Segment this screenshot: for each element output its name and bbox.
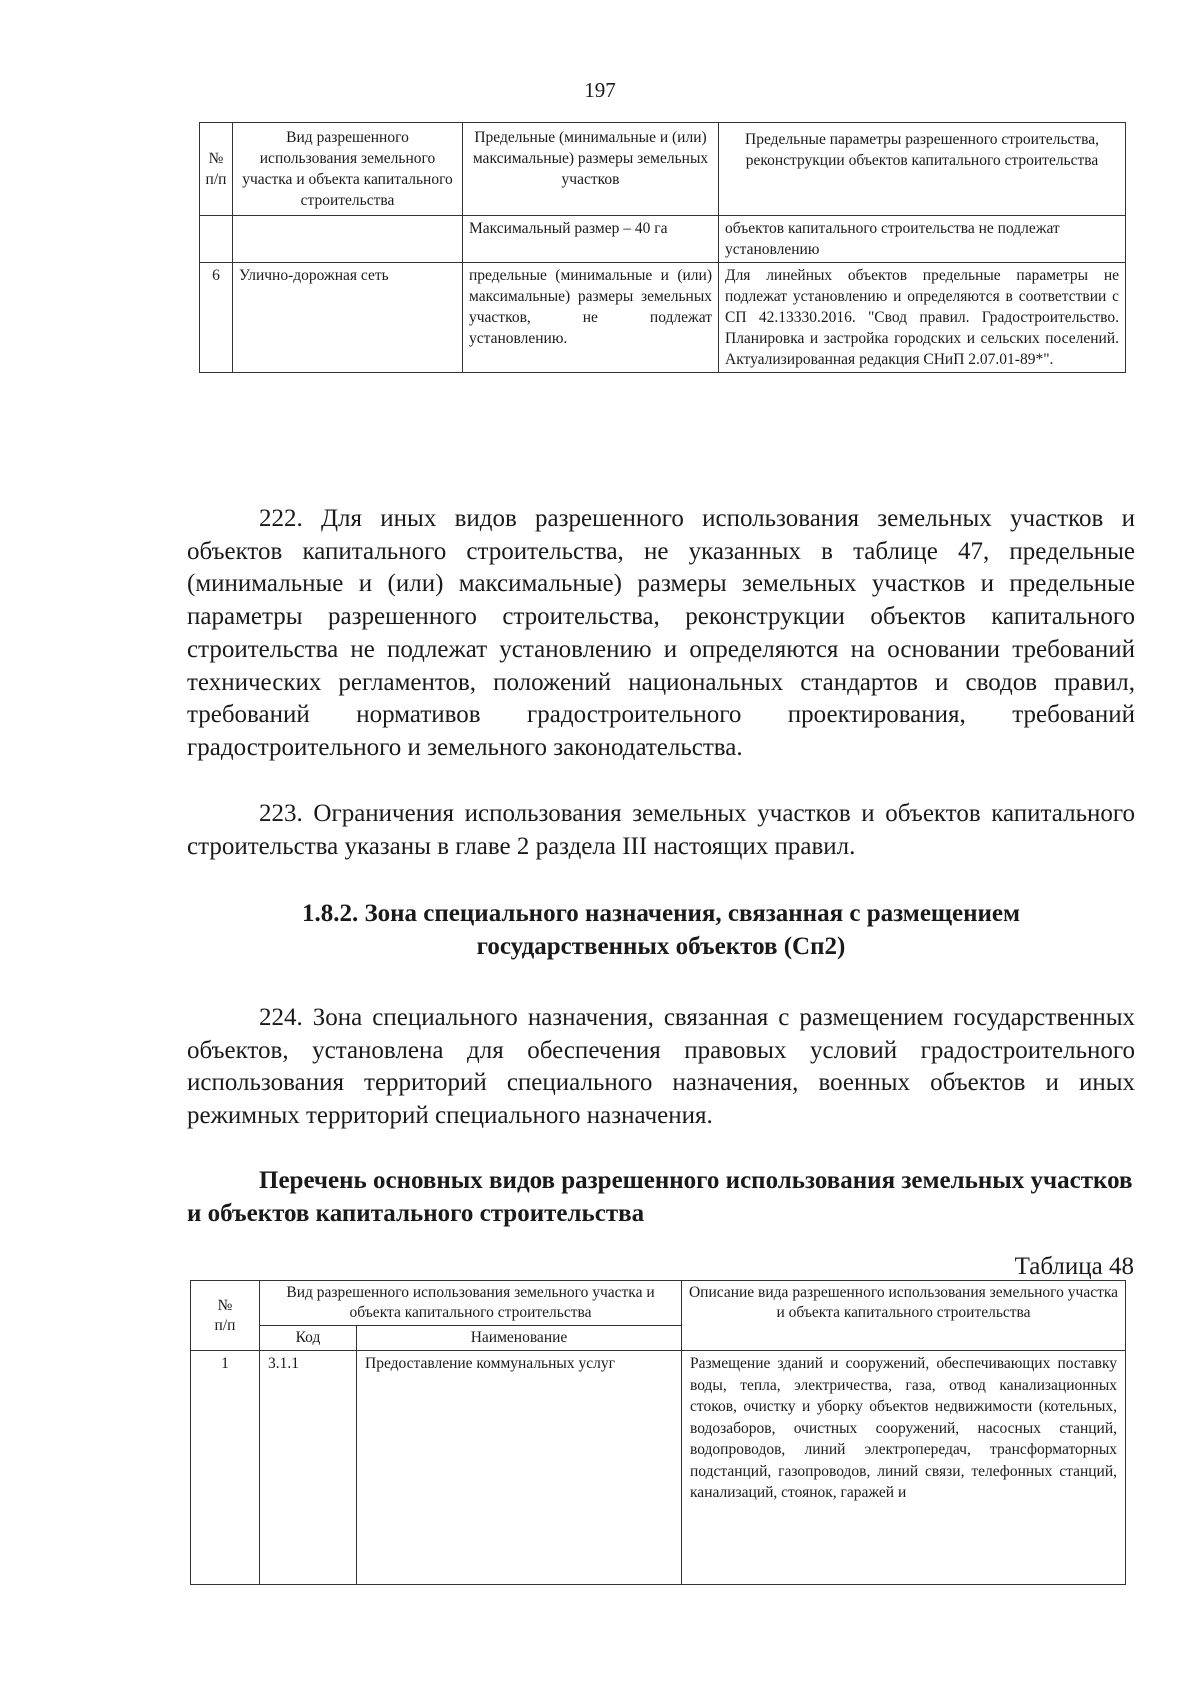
table-row — [200, 216, 1126, 263]
header-use-type: Вид разрешенного использования земельного участка и объекта капитального строительства — [260, 1281, 682, 1326]
land-use-parameters-table — [199, 122, 1126, 373]
header-params: Предельные параметры разрешенного строительства, реконструкции объектов капитального строительства — [719, 123, 1126, 216]
cell-name: Предоставление коммунальных услуг — [357, 1351, 682, 1585]
page-number: 197 — [584, 78, 616, 102]
header-number: № п/п — [200, 123, 233, 216]
cell-code: 3.1.1 — [260, 1351, 357, 1585]
cell-number — [200, 216, 233, 263]
header-name: Наименование — [357, 1326, 682, 1351]
header-code: Код — [260, 1326, 357, 1351]
cell-number: 1 — [191, 1351, 260, 1585]
cell-params: Для линейных объектов предельные параметры не подлежат установлению и определяются в соответствии с СП 42.13330.2016. "Свод правил. Градостроительство. Планировка и застройка городских и сельских поселений. Актуализированная редакция СНиП 2.07.01-89*". — [719, 263, 1126, 373]
paragraph-224: 224. Зона специального назначения, связанная с размещением государственных объектов, установлена для обеспечения правовых условий градостроительного использования территорий специального назначения, военных объектов и иных режимных территорий специального назначения. — [187, 1004, 1135, 1130]
paragraph-222: 222. Для иных видов разрешенного использования земельных участков и объектов капитального строительства, не указанных в таблице 47, предельные (минимальные и (или) максимальные) размеры земельных участков и предельные параметры разрешенного строительства, реконструкции объектов капитального строительства не подлежат установлению и определяются на основании требований технических регламентов, положений национальных стандартов и сводов правил, требований нормативов градостроительного проектирования, требований градостроительного и земельного законодательства. — [187, 505, 1135, 761]
table-header-row — [200, 123, 1126, 216]
header-sizes: Предельные (минимальные и (или) максимальные) размеры земельных участков — [463, 123, 719, 216]
list-heading: Перечень основных видов разрешенного использования земельных участков и объектов капитального строительства — [187, 1167, 1133, 1227]
cell-sizes: предельные (минимальные и (или) максимальные) размеры земельных участков, не подлежат установлению. — [463, 263, 719, 373]
section-heading — [187, 897, 1135, 963]
header-use-type: Вид разрешенного использования земельного участка и объекта капитального строительства — [233, 123, 463, 216]
table-header-row — [191, 1281, 1126, 1326]
section-heading-line2: государственных объектов (Сп2) — [476, 933, 846, 960]
header-number: № п/п — [191, 1281, 260, 1351]
cell-params: объектов капитального строительства не подлежат установлению — [719, 216, 1126, 263]
cell-description: Размещение зданий и сооружений, обеспечивающих поставку воды, тепла, электричества, газа, отвод канализационных стоков, очистку и уборку объектов недвижимости (котельных, водозаборов, очистных сооружений, насосных станций, водопроводов, линий электропередач, трансформаторных подстанций, газопроводов, линий связи, телефонных станций, канализаций, стоянок, гаражей и — [682, 1351, 1126, 1585]
table-caption: Таблица 48 — [1014, 1253, 1134, 1280]
section-heading-line1: 1.8.2. Зона специального назначения, связанная с размещением — [301, 900, 1021, 927]
cell-use-type — [233, 216, 463, 263]
paragraph-223: 223. Ограничения использования земельных участков и объектов капитального строительства указаны в главе 2 раздела III настоящих правил. — [187, 800, 1135, 860]
cell-number: 6 — [200, 263, 233, 373]
cell-sizes: Максимальный размер – 40 га — [463, 216, 719, 263]
permitted-use-table — [190, 1280, 1126, 1585]
cell-use-type: Улично-дорожная сеть — [233, 263, 463, 373]
table-row — [191, 1351, 1126, 1585]
header-description: Описание вида разрешенного использования земельного участка и объекта капитального строительства — [682, 1281, 1126, 1351]
table-row — [200, 263, 1126, 373]
